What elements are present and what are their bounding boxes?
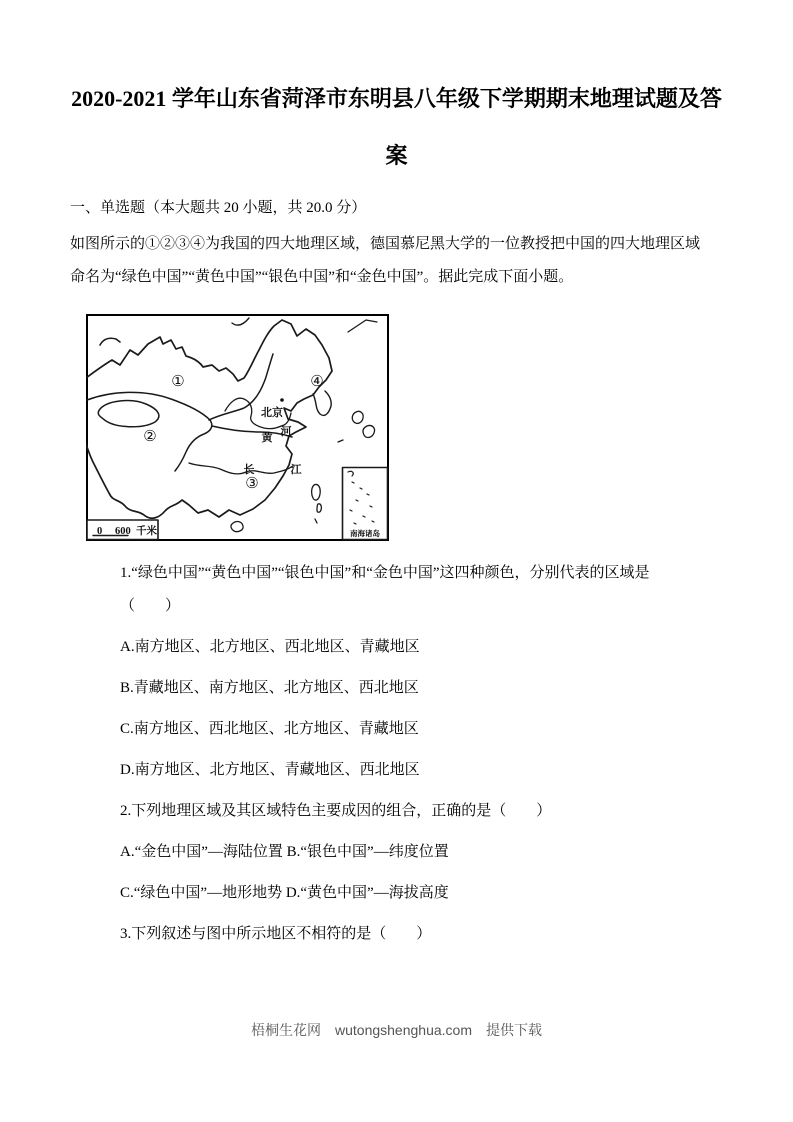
beijing-dot — [280, 398, 284, 402]
question-2-options-ab: A.“金色中国”—海陆位置 B.“银色中国”—纬度位置 — [120, 844, 449, 860]
question-1-option-b: B.青藏地区、南方地区、北方地区、西北地区 — [120, 680, 419, 696]
scale-distance-label: 600 — [115, 526, 131, 537]
scale-start-label: 0 — [97, 526, 103, 537]
china-map-svg — [86, 314, 389, 541]
page-footer: 梧桐生花网 wutongshenghua.com 提供下载 — [251, 1022, 542, 1038]
intro-line2: 命名为“绿色中国”“黄色中国”“银色中国”和“金色中国”。据此完成下面小题。 — [70, 269, 574, 285]
yellow-river-label-2: 河 — [280, 426, 292, 438]
page-title-line2: 案 — [385, 143, 408, 168]
question-1 — [120, 557, 743, 623]
yangtze-label-2: 江 — [290, 464, 302, 476]
yellow-river-label-1: 黄 — [261, 432, 273, 444]
region-marker-4: ④ — [310, 374, 324, 390]
page-title-line1: 2020-2021 学年山东省菏泽市东明县八年级下学期期末地理试题及答 — [71, 86, 722, 111]
region-marker-2: ② — [143, 429, 157, 445]
question-3: 3.下列叙述与图中所示地区不相符的是（ ） — [120, 926, 432, 942]
question-list — [120, 557, 743, 951]
intro-line1: 如图所示的①②③④为我国的四大地理区域，德国慕尼黑大学的一位教授把中国的四大地理区域 — [70, 236, 701, 252]
page-title — [0, 0, 793, 184]
region-marker-3: ③ — [245, 476, 259, 492]
china-regions-map — [86, 314, 389, 541]
scale-unit-label: 千米 — [136, 526, 157, 537]
question-2-options-cd: C.“绿色中国”—地形地势 D.“黄色中国”—海拔高度 — [120, 885, 449, 901]
question-1-option-a: A.南方地区、北方地区、西北地区、青藏地区 — [120, 639, 420, 655]
question-1-text: 1.“绿色中国”“黄色中国”“银色中国”和“金色中国”这四种颜色，分别代表的区域是 — [120, 565, 650, 581]
question-2: 2.下列地理区域及其区域特色主要成因的组合，正确的是（ ） — [120, 803, 552, 819]
question-1-option-d: D.南方地区、北方地区、青藏地区、西北地区 — [120, 762, 420, 778]
document-body — [70, 192, 743, 951]
section-heading: 一、单选题（本大题共 20 小题，共 20.0 分） — [70, 200, 367, 216]
yangtze-label-1: 长 — [243, 464, 255, 476]
beijing-label: 北京 — [261, 407, 283, 419]
inset-label: 南海诸岛 — [350, 529, 380, 538]
question-1-paren: （ ） — [120, 598, 181, 614]
question-1-option-c: C.南方地区、西北地区、北方地区、青藏地区 — [120, 721, 419, 737]
region-marker-1: ① — [171, 374, 185, 390]
